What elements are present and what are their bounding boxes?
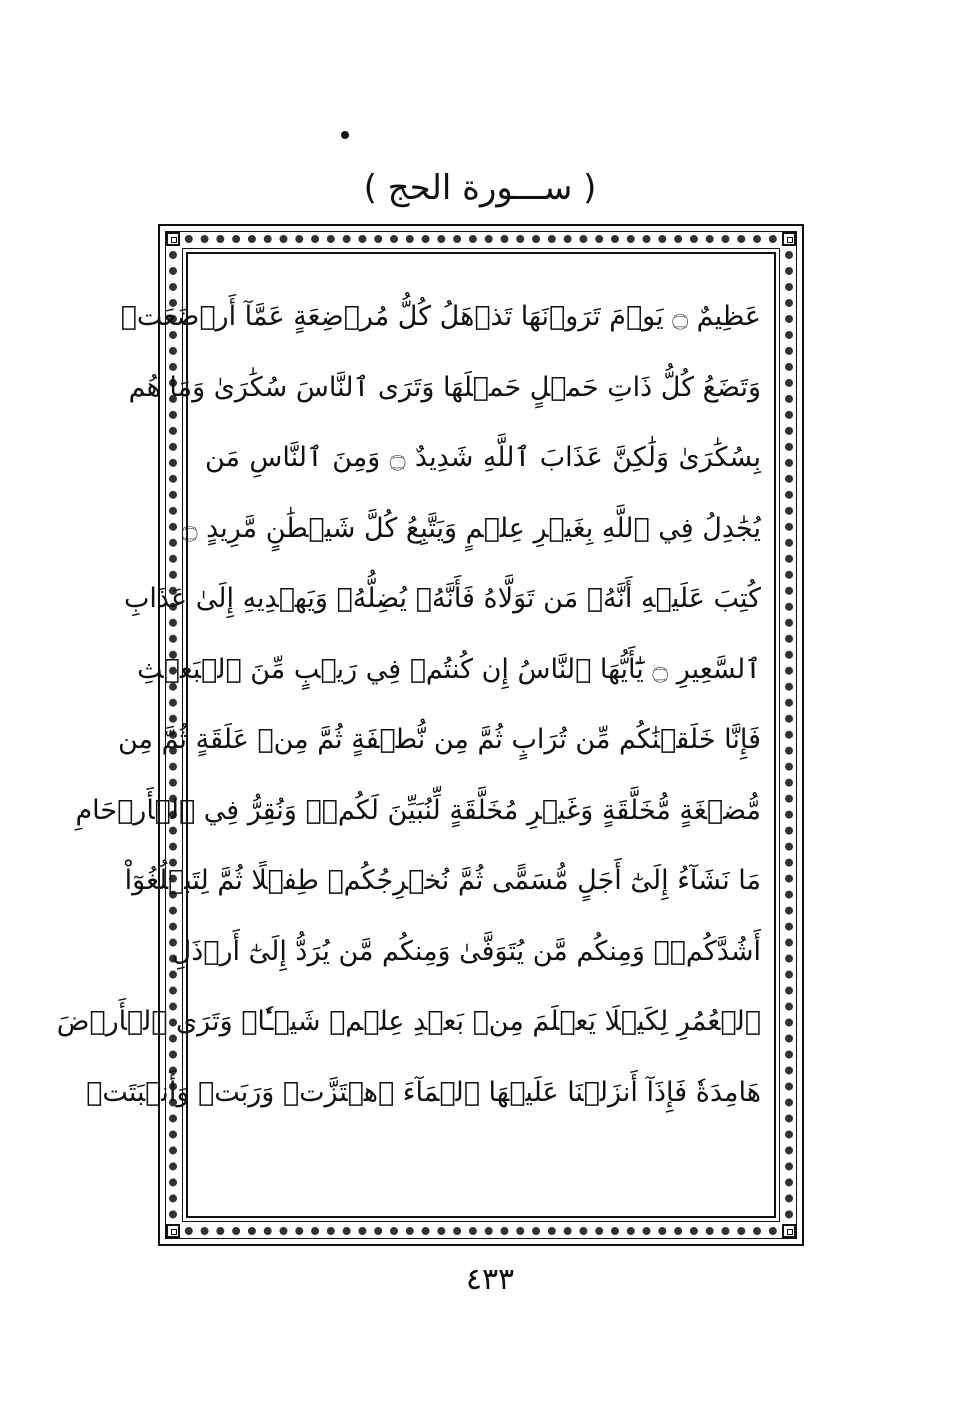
- verse-text-block: [56, 282, 761, 1187]
- verse-line: بِسُكَٰرَىٰ وَلَٰكِنَّ عَذَابَ ٱللَّهِ شَدِيدٌ ۝ وَمِنَ ٱلنَّاسِ مَن: [205, 442, 761, 473]
- verse-line: ٱلسَّعِيرِ ۝ يَٰٓأَيُّهَا ٱلنَّاسُ إِن كُنتُمۡ فِي رَيۡبٍ مِّنَ ٱلۡبَعۡثِ: [137, 653, 761, 685]
- page-number: ٤٣٣: [465, 1262, 515, 1297]
- frame-corner-bottom-left: [166, 1224, 180, 1238]
- verse-line: مَا نَشَآءُ إِلَىٰٓ أَجَلٍ مُّسَمًّى ثُمَّ نُخۡرِجُكُمۡ طِفۡلًا ثُمَّ لِتَبۡلُغُوٓاْ: [124, 865, 761, 896]
- surah-title: ( ســـورة الحج ): [363, 168, 597, 208]
- verse-line: مُّضۡغَةٍ مُّخَلَّقَةٍ وَغَيۡرِ مُخَلَّقَةٍ لِّنُبَيِّنَ لَكُمۡۚ وَنُقِرُّ فِي ٱلۡأَرۡحَامِ: [75, 794, 761, 826]
- verse-line: كُتِبَ عَلَيۡهِ أَنَّهُۥ مَن تَوَلَّاهُ فَأَنَّهُۥ يُضِلُّهُۥ وَيَهۡدِيهِ إِلَىٰ عَذَابِ: [123, 583, 761, 614]
- verse-line: أَشُدَّكُمۡۖ وَمِنكُم مَّن يُتَوَفَّىٰ وَمِنكُم مَّن يُرَدُّ إِلَىٰٓ أَرۡذَلِ: [171, 935, 761, 967]
- verse-line: وَتَضَعُ كُلُّ ذَاتِ حَمۡلٍ حَمۡلَهَا وَتَرَى ٱلنَّاسَ سُكَٰرَىٰ وَمَا هُم: [128, 371, 761, 403]
- verse-line: هَامِدَةٗ فَإِذَآ أَنزَلۡنَا عَلَيۡهَا ٱلۡمَآءَ ٱهۡتَزَّتۡ وَرَبَتۡ وَأَنۢبَتَتۡ: [86, 1076, 761, 1108]
- frame-corner-bottom-right: [782, 1224, 796, 1238]
- verse-line: فَإِنَّا خَلَقۡنَٰكُم مِّن تُرَابٍ ثُمَّ مِن نُّطۡفَةٍ ثُمَّ مِنۡ عَلَقَةٍ ثُمَّ مِن: [117, 724, 761, 755]
- verse-line: ٱلۡعُمُرِ لِكَيۡلَا يَعۡلَمَ مِنۢ بَعۡدِ عِلۡمٖ شَيۡـٔٗاۚ وَتَرَى ٱلۡأَرۡضَ: [56, 1006, 761, 1037]
- frame-corner-top-right: [782, 232, 796, 246]
- ornament-dot: [341, 131, 349, 139]
- verse-line: عَظِيمٌ ۝ يَوۡمَ تَرَوۡنَهَا تَذۡهَلُ كُلُّ مُرۡضِعَةٍ عَمَّآ أَرۡضَعَتۡ: [120, 301, 761, 332]
- verse-line: يُجَٰدِلُ فِي ٱللَّهِ بِغَيۡرِ عِلۡمٍ وَيَتَّبِعُ كُلَّ شَيۡطَٰنٍ مَّرِيدٍ ۝: [181, 512, 761, 544]
- frame-corner-top-left: [166, 232, 180, 246]
